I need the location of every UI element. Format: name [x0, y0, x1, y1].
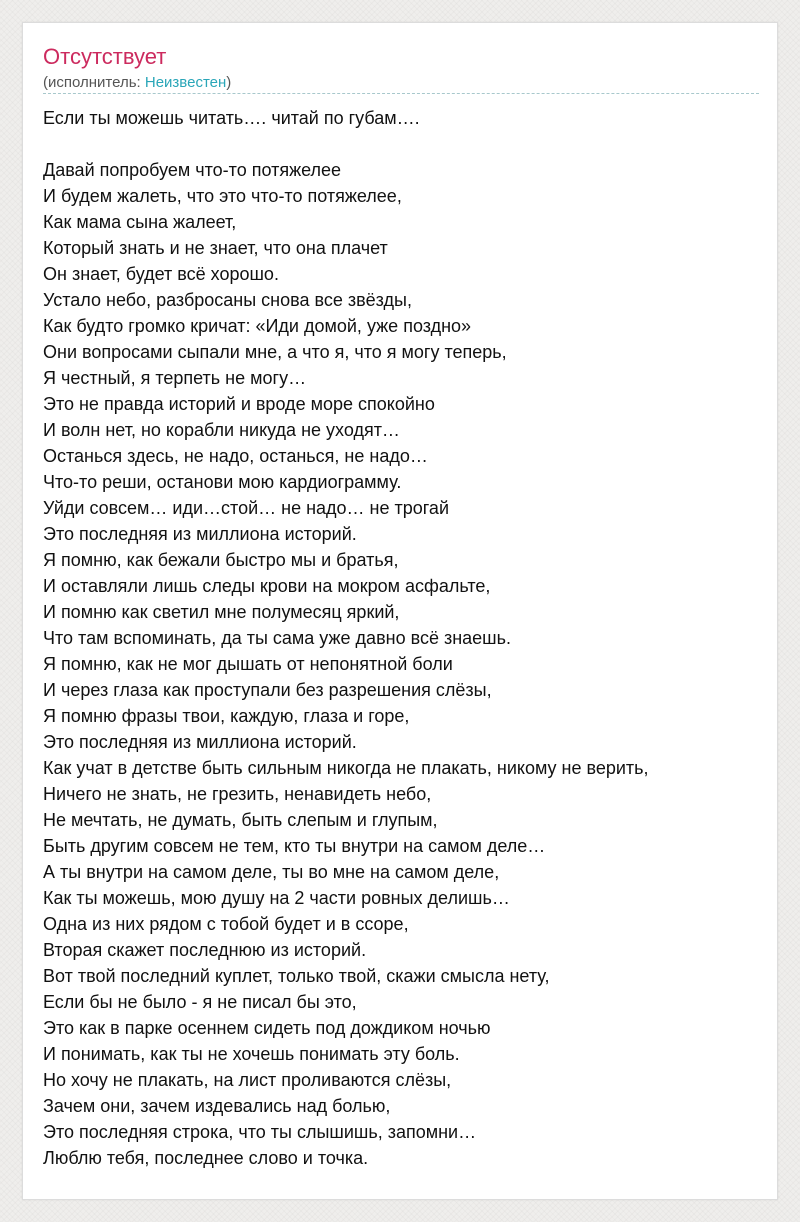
lyric-line: Что-то реши, останови мою кардиограмму.	[43, 472, 402, 492]
lyric-line: И понимать, как ты не хочешь понимать эту боль.	[43, 1044, 460, 1064]
lyric-line: Это как в парке осеннем сидеть под дождиком ночью	[43, 1018, 491, 1038]
artist-suffix: )	[226, 74, 232, 91]
lyric-line: Который знать и не знает, что она плачет	[43, 238, 388, 258]
artist-link[interactable]: Неизвестен	[144, 74, 227, 91]
lyric-line: Но хочу не плакать, на лист проливаются слёзы,	[43, 1070, 452, 1090]
lyric-line: А ты внутри на самом деле, ты во мне на самом деле,	[43, 862, 500, 882]
lyric-line: Зачем они, зачем издевались над болью,	[43, 1096, 391, 1116]
lyric-line: Это последняя строка, что ты слышишь, запомни…	[43, 1122, 477, 1142]
lyric-line: Уйди совсем… иди…стой… не надо… не трогай	[43, 498, 450, 518]
lyric-line: Что там вспоминать, да ты сама уже давно всё знаешь.	[43, 628, 511, 648]
lyric-line: Если ты можешь читать…. читай по губам….	[43, 108, 420, 128]
lyric-line: Они вопросами сыпали мне, а что я, что я могу теперь,	[43, 342, 507, 362]
lyric-line: Люблю тебя, последнее слово и точка.	[43, 1148, 369, 1168]
lyric-line: Я помню, как не мог дышать от непонятной боли	[43, 654, 453, 674]
lyric-line	[43, 131, 763, 157]
lyric-line: Одна из них рядом с тобой будет и в ссоре,	[43, 914, 409, 934]
lyric-line: Я честный, я терпеть не могу…	[43, 368, 307, 388]
lyric-line: Вот твой последний куплет, только твой, скажи смысла нету,	[43, 966, 550, 986]
lyric-line: Если бы не было - я не писал бы это,	[43, 992, 357, 1012]
lyric-line: Это не правда историй и вроде море спокойно	[43, 394, 435, 414]
lyric-line: Как ты можешь, мою душу на 2 части ровных делишь…	[43, 888, 510, 908]
lyric-line: Вторая скажет последнюю из историй.	[43, 940, 367, 960]
lyric-line: Это последняя из миллиона историй.	[43, 524, 357, 544]
lyric-line: Он знает, будет всё хорошо.	[43, 264, 279, 284]
lyric-line: Не мечтать, не думать, быть слепым и глупым,	[43, 810, 438, 830]
song-title: Отсутствует	[43, 44, 167, 69]
lyric-line: Это последняя из миллиона историй.	[43, 732, 357, 752]
lyric-line: И через глаза как проступали без разрешения слёзы,	[43, 680, 492, 700]
artist-line	[43, 74, 231, 92]
lyric-line: И оставляли лишь следы крови на мокром асфальте,	[43, 576, 491, 596]
lyric-line: Быть другим совсем не тем, кто ты внутри на самом деле…	[43, 836, 546, 856]
lyric-line: И помню как светил мне полумесяц яркий,	[43, 602, 400, 622]
lyrics-card	[22, 22, 778, 1200]
lyric-line: Устало небо, разбросаны снова все звёзды,	[43, 290, 412, 310]
lyric-line: Как мама сына жалеет,	[43, 212, 237, 232]
lyric-line: Останься здесь, не надо, останься, не надо…	[43, 446, 428, 466]
lyric-line: Давай попробуем что-то потяжелее	[43, 160, 342, 180]
lyric-line: И волн нет, но корабли никуда не уходят…	[43, 420, 400, 440]
divider	[43, 93, 759, 94]
lyrics-text	[43, 105, 763, 1171]
lyric-line: Как учат в детстве быть сильным никогда не плакать, никому не верить,	[43, 758, 649, 778]
lyric-line: Как будто громко кричат: «Иди домой, уже поздно»	[43, 316, 472, 336]
lyric-line: Ничего не знать, не грезить, ненавидеть небо,	[43, 784, 432, 804]
lyric-line: Я помню фразы твои, каждую, глаза и горе,	[43, 706, 410, 726]
lyric-line: Я помню, как бежали быстро мы и братья,	[43, 550, 399, 570]
lyric-line: И будем жалеть, что это что-то потяжелее,	[43, 186, 402, 206]
artist-prefix: (исполнитель:	[43, 74, 145, 91]
